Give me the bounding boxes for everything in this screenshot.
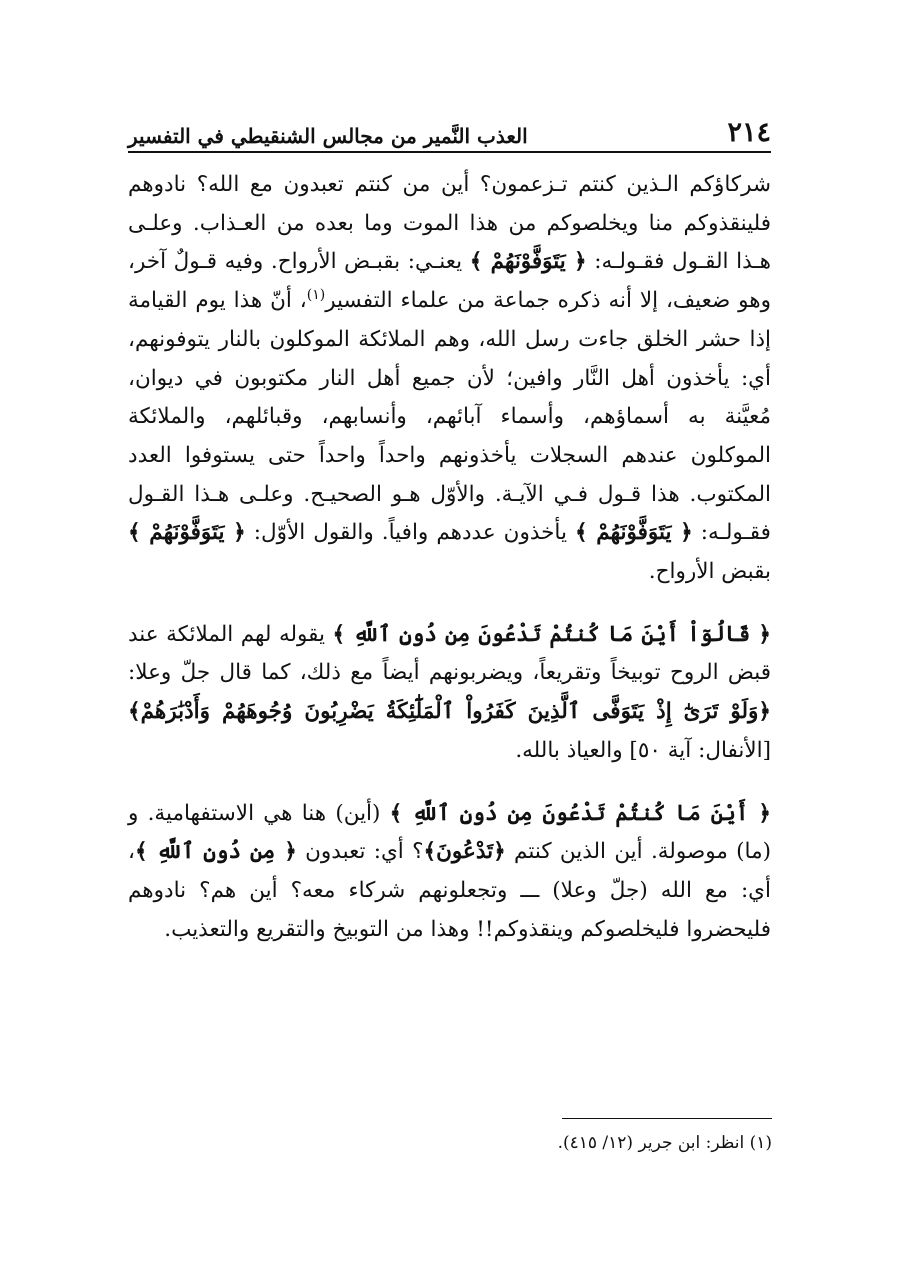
text-run: يأخذون عددهم وافياً. والقول الأوّل: (253, 520, 567, 546)
text-run: ، أي: مع الله (جلّ وعلا) ـــ وتجعلونهم شركاء معه؟ أين هم؟ نادوهم فليحضروا فليخلصوكم وينقذوكم!! وهذا من التوبيخ والتقريع والتعذيب. (128, 839, 771, 942)
header-divider (128, 151, 771, 153)
text-run: ؟ أي: تعبدون (305, 839, 424, 865)
footnote: (١) انظر: ابن جرير (١٢/ ٤١٥). (557, 1133, 772, 1153)
quran-quote: ﴿ يَتَوَفَّوْنَهُمْ ﴾ (575, 520, 693, 546)
page-header (128, 112, 771, 146)
running-title: العذب النَّمير من مجالس الشنقيطي في التفسير (128, 124, 528, 148)
footnote-marker: (١) (306, 286, 326, 303)
page-body (128, 166, 771, 949)
quran-quote: ﴿ قَالُوٓاْ أَيْنَ مَا كُنتُمْ تَدْعُونَ مِن دُونِ ٱللَّهِ ﴾ (332, 621, 771, 647)
page-number: ٢١٤ (727, 117, 771, 148)
text-run: شركاؤكم الـذين كنتم تـزعمون؟ أين من كنتم تعبدون مع الله؟ نادوهم فلينقذوكم منا ويخلصوكم من هذا الموت وما بعده من العـذاب. وعلـى هـذا القـول فقـولـه: (128, 172, 771, 275)
text-run: (أين) هنا هي الاستفهامية. و (ما) موصولة. أين الذين كنتم (128, 800, 771, 865)
text-run: بقبض الأرواح. (648, 559, 771, 585)
quran-quote: ﴿ أَيْنَ مَا كُنتُمْ تَدْعُونَ مِن دُونِ ٱللَّهِ ﴾ (389, 800, 771, 826)
paragraph-3 (128, 795, 771, 950)
quran-quote: ﴿تَدْعُونَ﴾ (423, 839, 506, 865)
quran-quote: ﴿ يَتَوَفَّوْنَهُمْ ﴾ (469, 249, 587, 275)
text-run: [الأنفال: آية ٥٠] والعياذ بالله. (515, 737, 771, 763)
quran-quote: ﴿ يَتَوَفَّوْنَهُمْ ﴾ (128, 520, 246, 546)
text-run: يقوله لهم الملائكة عند قبض الروح توبيخاً وتقريعاً، ويضربونهم أيضاً مع ذلك، كما قال جلّ وعلا: (128, 621, 771, 686)
quran-quote: ﴿ مِن دُونِ ٱللَّهِ ﴾ (134, 839, 297, 865)
quran-quote: ﴿وَلَوْ تَرَىٰٓ إِذْ يَتَوَفَّى ٱلَّذِينَ كَفَرُواْ ٱلْمَلَٰٓئِكَةُ يَضْرِبُونَ وُجُوهَهُمْ وَأَدْبَٰرَهُمْ﴾ (128, 699, 771, 725)
paragraph-1 (128, 166, 771, 592)
text-run: ، أنّ هذا يوم القيامة إذا حشر الخلق جاءت رسل الله، وهم الملائكة الموكلون بالنار يتوفونهم، أي: يأخذون أهل النَّار وافين؛ لأن جميع أهل النار مكتوبون في ديوان، مُعيَّنة به أسماؤهم، وأسماء آبائهم، وأنسابهم، وقبائلهم، والملائكة الموكلون عندهم السجلات يأخذونهم واحداً واحداً حتى يستوفوا العدد المكتوب. هذا قـول فـي الآيـة. والأوّل هـو الصحيـح. وعلـى هـذا القـول فقـولـه: (128, 288, 771, 546)
text-run: يعنـي: بقبـض الأرواح. وفيه قـولٌ آخر، وهو ضعيف، إلا أنه ذكره جماعة من علماء التفسير (128, 249, 771, 314)
paragraph-2 (128, 616, 771, 771)
footnote-divider (562, 1118, 772, 1119)
